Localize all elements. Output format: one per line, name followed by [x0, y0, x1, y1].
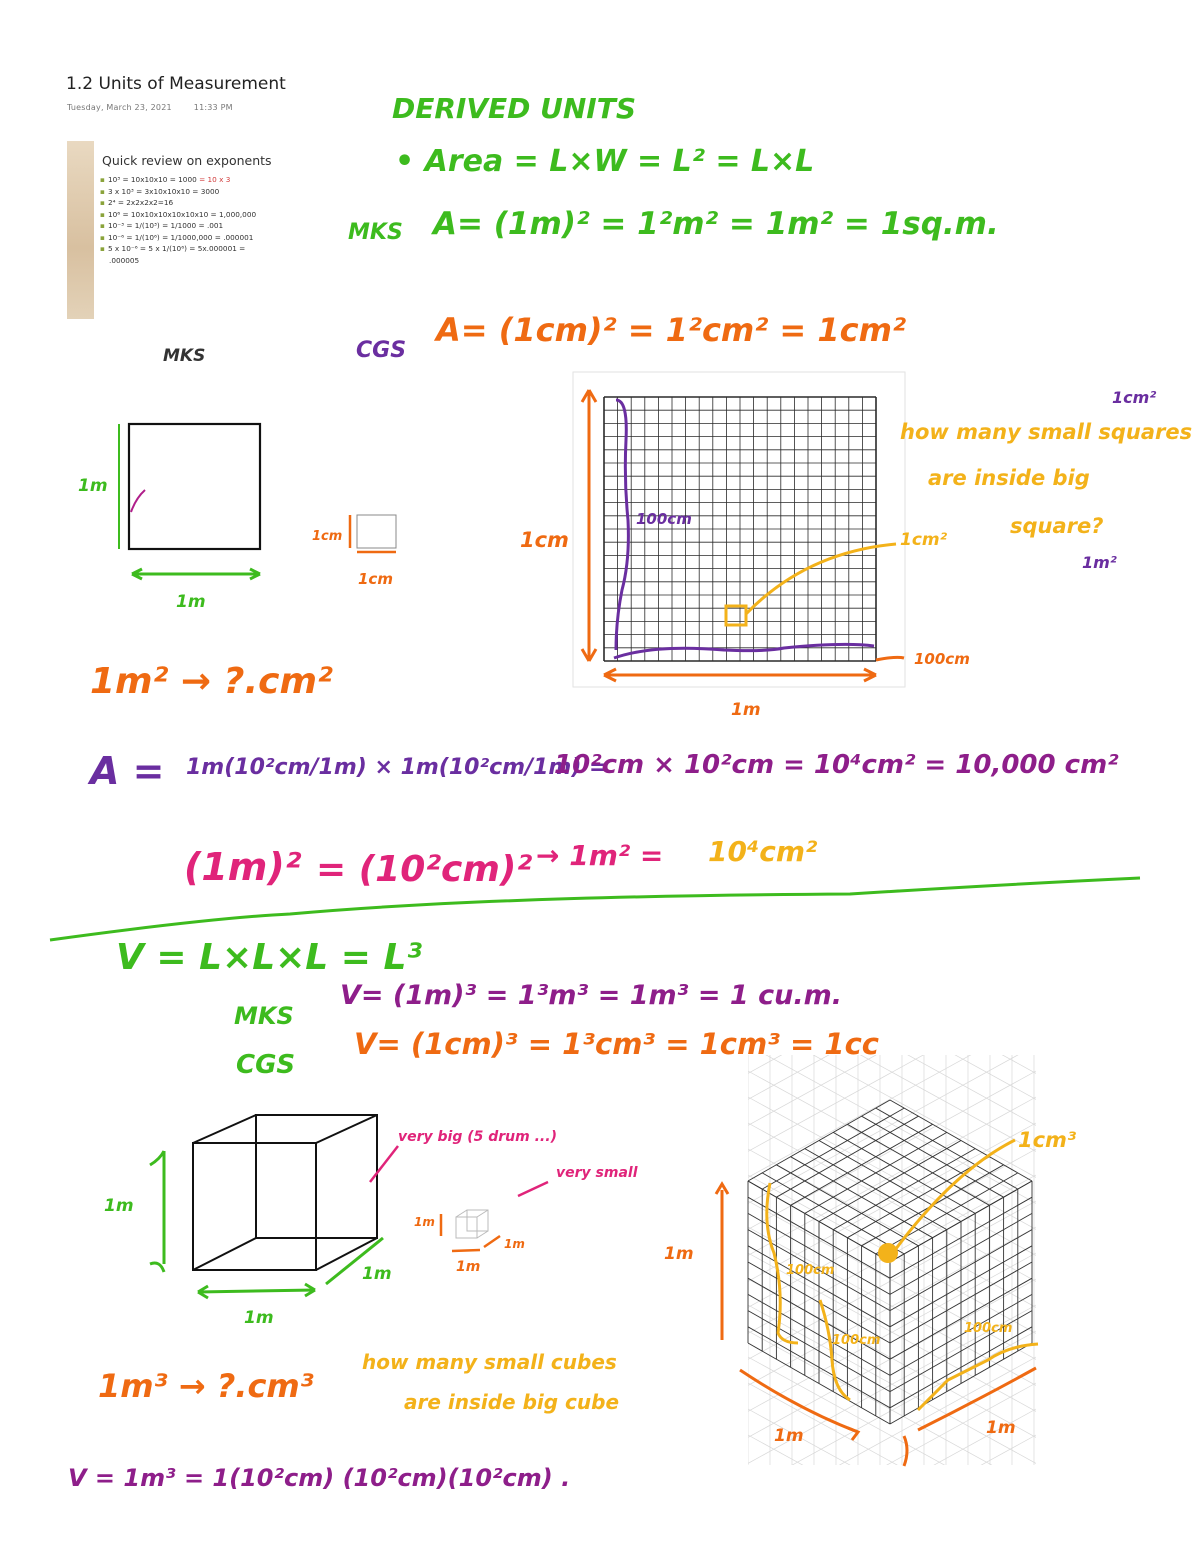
- square-grid-100x100: [604, 397, 876, 661]
- ink-area-question-3: square?: [1010, 514, 1104, 538]
- ink-cgs-label: CGS: [356, 338, 407, 363]
- ink-square-1m-left: 1m: [78, 476, 108, 496]
- ink-area-pow-d: 10⁴cm²: [708, 835, 818, 868]
- ink-small-cube-1m-left: 1m: [414, 1215, 435, 1229]
- ink-cube-1m-bottom: 1m: [244, 1308, 274, 1328]
- ink-big-cube-100cm-a: 100cm: [786, 1263, 835, 1278]
- ink-very-small: very small: [556, 1165, 638, 1181]
- ink-big-cube-cm3: 1cm³: [1018, 1128, 1077, 1152]
- ink-small-cube-1m-depth: 1m: [504, 1237, 525, 1251]
- ink-small-cube-1m-bottom: 1m: [456, 1259, 481, 1275]
- slide-bullet: ▪ 3 x 10³ = 3x10x10x10 = 3000: [100, 186, 256, 198]
- ink-cgs-area: A= (1cm)² = 1²cm² = 1cm²: [436, 311, 906, 349]
- ink-mks-label: MKS: [348, 220, 403, 245]
- ink-square-1cm-left: 1cm: [312, 529, 343, 544]
- ink-very-big: very big (5 drum ...): [398, 1129, 557, 1145]
- ink-volume-question-1: how many small cubes: [362, 1350, 617, 1374]
- ink-area-question-1: how many small squares: [900, 420, 1193, 444]
- ink-area-question-2: are inside big: [928, 466, 1090, 490]
- ink-convert-volume: 1m³ → ?.cm³: [98, 1367, 314, 1405]
- ink-mks-area: A= (1m)² = 1²m² = 1m² = 1sq.m.: [433, 206, 999, 242]
- ink-area-pow-a: (1m)²: [184, 845, 302, 889]
- ink-convert-area: 1m² → ?.cm²: [90, 661, 333, 702]
- ink-area-calc-c: 10²cm × 10²cm = 10⁴cm² = 10,000 cm²: [554, 750, 1119, 780]
- page-title: 1.2 Units of Measurement: [66, 74, 286, 94]
- ink-big-cube-1m-b: 1m: [986, 1418, 1016, 1438]
- slide-bullet-continuation: .000005: [109, 255, 140, 265]
- page-time: 11:33 PM: [193, 103, 233, 112]
- ink-area-pow-b: = (10²cm)²: [316, 849, 533, 890]
- ink-mks-small: MKS: [163, 346, 206, 366]
- ink-volume-question-2: are inside big cube: [404, 1390, 620, 1414]
- ink-square-1m-bottom: 1m: [176, 592, 206, 612]
- page-date: Tuesday, March 23, 2021: [67, 103, 172, 112]
- ink-big-cube-100cm-b: 100cm: [832, 1333, 881, 1348]
- slide-bullet: ▪ 10³ = 10x10x10 = 1000 = 10 x 3: [100, 174, 256, 186]
- slide-title: Quick review on exponents: [102, 153, 272, 168]
- ink-area-pow-c: → 1m² =: [536, 839, 664, 872]
- ink-vol-cgs-label: CGS: [236, 1050, 296, 1080]
- ink-vol-cgs: V= (1cm)³ = 1³cm³ = 1cm³ = 1cc: [354, 1027, 879, 1061]
- slide-bullet: ▪ 10⁻³ = 1/(10³) = 1/1000 = .001: [100, 220, 256, 232]
- ink-grid-1m: 1m: [731, 700, 761, 720]
- cube-1m: [193, 1115, 377, 1270]
- ink-big-cube-1m-left: 1m: [664, 1244, 694, 1264]
- ink-vol-mks: V= (1m)³ = 1³m³ = 1m³ = 1 cu.m.: [340, 980, 842, 1011]
- slide-bullet: ▪ 10⁻⁶ = 1/(10⁶) = 1/1000,000 = .000001: [100, 232, 256, 244]
- ink-big-cube-1m-a: 1m: [774, 1426, 804, 1446]
- slide-bullet: ▪ 5 x 10⁻⁶ = 5 x 1/(10⁶) = 5x.000001 =: [100, 243, 256, 255]
- ink-big-cube-100cm-c: 100cm: [964, 1321, 1013, 1336]
- ink-area-calc-a: A =: [90, 749, 165, 793]
- ink-volume-definition: V = L×L×L = L³: [116, 937, 423, 978]
- ink-grid-100cm-left: 100cm: [636, 510, 692, 528]
- ink-grid-1cm: 1cm: [520, 528, 569, 552]
- ink-vol-mks-label: MKS: [234, 1002, 294, 1030]
- ink-cube-1m-depth: 1m: [362, 1264, 392, 1284]
- ink-grid-cm2: 1cm²: [900, 530, 948, 550]
- square-1m: [129, 424, 260, 549]
- square-1cm: [357, 515, 396, 548]
- ink-purple-1m2: 1m²: [1082, 553, 1117, 572]
- ink-cube-1m-left: 1m: [104, 1196, 134, 1216]
- ink-derived-units: DERIVED UNITS: [392, 92, 636, 125]
- slide-bullet: ▪ 2⁴ = 2x2x2x2=16: [100, 197, 256, 209]
- ink-bottom-partial-equation: V = 1m³ = 1(10²cm) (10²cm)(10²cm) .: [68, 1464, 571, 1492]
- ink-area-calc-b: 1m(10²cm/1m) × 1m(10²cm/1m) =: [186, 755, 608, 780]
- ink-grid-100cm-right: 100cm: [914, 650, 970, 668]
- slide-bullet: ▪ 10⁶ = 10x10x10x10x10x10 = 1,000,000: [100, 209, 256, 221]
- ink-square-1cm-bottom: 1cm: [358, 570, 393, 588]
- ink-area-definition: • Area = L×W = L² = L×L: [395, 144, 815, 179]
- ink-top-right-cm2: 1cm²: [1112, 388, 1157, 407]
